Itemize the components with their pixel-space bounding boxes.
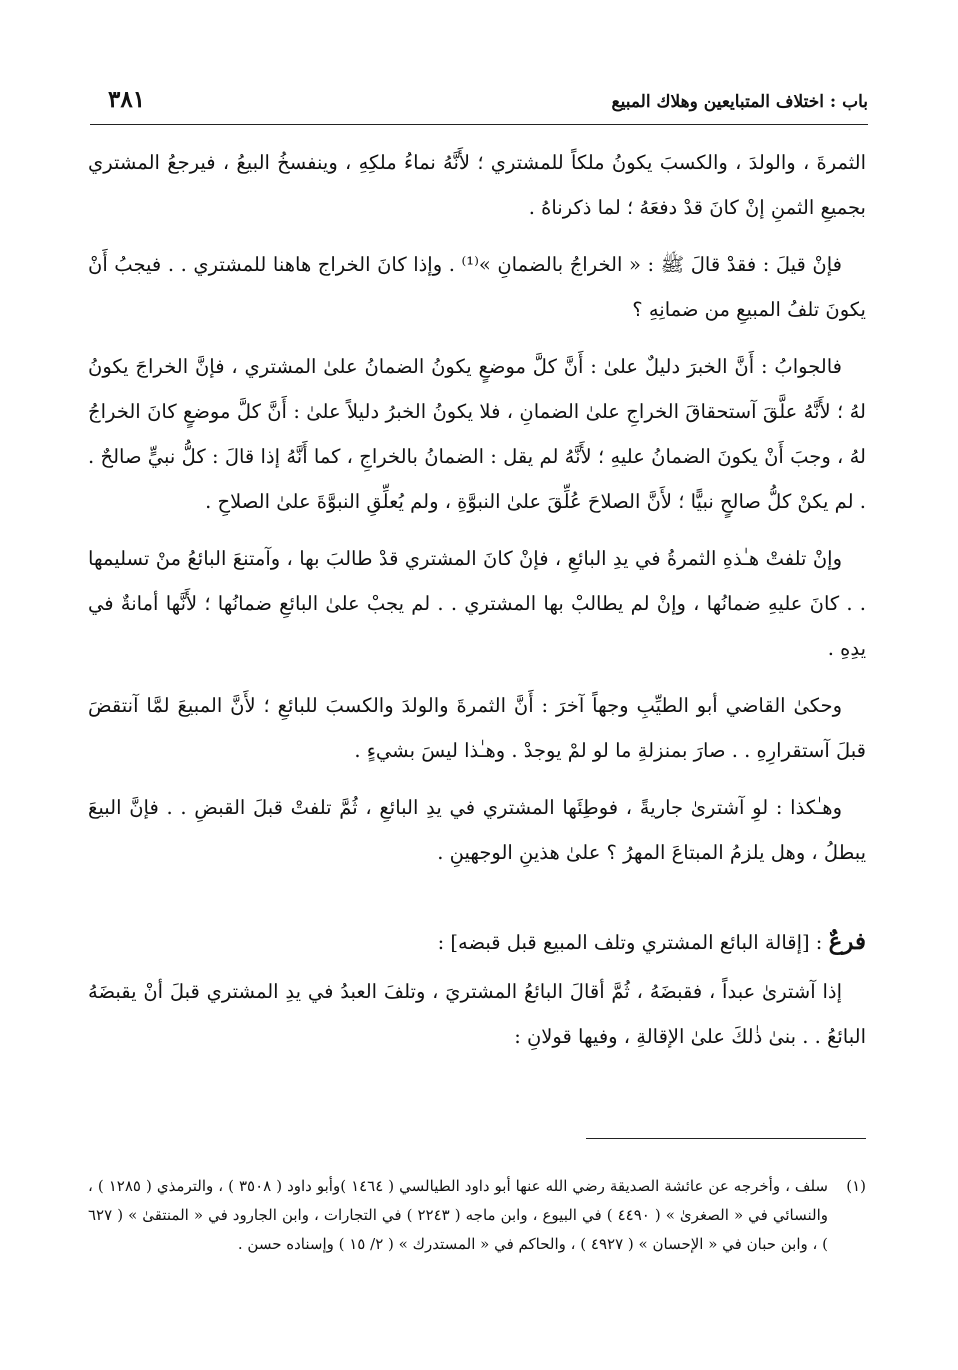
paragraph: وإنْ تلفتْ هـٰذهِ الثمرةُ في يدِ البائعِ ، فإنْ كانَ المشتري قدْ طالبَ بها ، وآمتنعَ البائعُ منْ تسليمها . . كانَ عليهِ ضمانُها ، وإنْ لم يطالبْ بها المشتري . . لم يجبْ علىٰ البائعِ ضمانُها ؛ لأَنَّها أمانةٌ في يدِهِ . xyxy=(88,547,866,660)
page-header xyxy=(90,84,868,125)
running-title: باب : اختلاف المتبايعين وهلاك المبيع xyxy=(611,92,868,112)
paragraph: إذا آشترىٰ عبداً ، فقبضَهُ ، ثُمَّ أقالَ البائعُ المشتريَ ، وتلفَ العبدُ في يدِ المشتري قبلَ أنْ يقبضَهُ البائعُ . . بنىٰ ذٰلكَ علىٰ الإقالةِ ، وفيها قولانِ : xyxy=(88,980,866,1048)
footnote-marker: (١) xyxy=(846,1177,866,1195)
footnote-text: سلف ، وأخرجه عن عائشة الصديقة رضي الله عنها أبو داود الطيالسي ( ١٤٦٤ )وأبو داود ( ٣٥٠٨ ) ، والترمذي ( ١٢٨٥ ) ، والنسائي في « الصغرىٰ » ( ٤٤٩٠ ) في البيوع ، وابن ماجه ( ٢٢٤٣ ) في التجارات ، وابن الجارود في « المنتقىٰ » ( ٦٢٧ ) ، وابن حبان في « الإحسان » ( ٤٩٢٧ ) ، والحاكم في « المستدرك » ( ٢/ ١٥ ) وإسناده حسن . xyxy=(88,1177,828,1253)
branch-section xyxy=(88,919,866,1059)
paragraph: فالجوابُ : أَنَّ الخبرَ دليلٌ علىٰ : أَنَّ كلَّ موضعٍ يكونُ الضمانُ علىٰ المشتري ، فإنَّ الخراجَ يكونُ لهُ ؛ لأَنَّهُ علَّقَ آستحقاقَ الخراجِ علىٰ الضمانِ ، فلا يكونُ الخبرُ دليلاً علىٰ : أَنَّ كلَّ موضعٍ كانَ الخراجُ لهُ ، وجبَ أَنْ يكونَ الضمانُ عليهِ ؛ لأَنَّهُ لم يقل : الضمانُ بالخراجِ ، كما أَنَّهُ إذا قالَ : كلُّ نبيٍّ صالحٌ . . لم يكنْ كلُّ صالحٍ نبيًّا ؛ لأَنَّ الصلاحَ عُلِّقَ علىٰ النبوَّةِ ، ولم يُعلِّقِ النبوَّةَ علىٰ الصلاحِ . xyxy=(88,355,866,513)
footnotes xyxy=(88,1172,866,1259)
footnote-divider xyxy=(586,1138,866,1139)
page-number: ٣٨١ xyxy=(108,86,146,113)
main-text xyxy=(88,140,866,1063)
section-heading-title: : [إقالة البائع المشتري وتلف المبيع قبل قبضه] : xyxy=(437,931,829,954)
section-heading-label: فرعٌ xyxy=(828,928,866,955)
paragraph: الثمرةَ ، والولدَ ، والكسبَ يكونُ ملكاً للمشتري ؛ لأَنَّهُ نماءُ ملكِهِ ، وينفسخُ البيعُ ، فيرجعُ المشتري بجميعِ الثمنِ إنْ كانَ قدْ دفعَهُ ؛ لما ذكرناهُ . xyxy=(88,151,866,219)
paragraph: فإنْ قيلَ : فقدْ قالَ ﷺ : « الخراجُ بالضمانِ »⁽¹⁾ . وإذا كانَ الخراج هاهنا للمشتري . . فيجبُ أَنْ يكونَ تلفُ المبيعِ من ضمانِهِ ؟ xyxy=(88,253,866,321)
paragraph: وهـٰكذا : لوِ آشترىٰ جاريةً ، فوطِئَها المشتري في يدِ البائعِ ، ثُمَّ تلفتْ قبلَ القبضِ . . فإنَّ البيعَ يبطلُ ، وهل يلزمُ المبتاعَ المهرُ ؟ علىٰ هذينِ الوجهينِ . xyxy=(88,796,866,864)
paragraph: وحكىٰ القاضي أبو الطيِّبِ وجهاً آخرَ : أَنَّ الثمرةَ والولدَ والكسبَ للبائعِ ؛ لأَنَّ المبيعَ لمَّا آنتقضَ قبلَ آستقرارِهِ . . صارَ بمنزلةِ ما لو لمْ يوجدْ . وهـٰذا ليسَ بشيءٍ . xyxy=(88,694,866,762)
section-heading xyxy=(88,919,866,965)
footnote-item xyxy=(88,1172,866,1259)
